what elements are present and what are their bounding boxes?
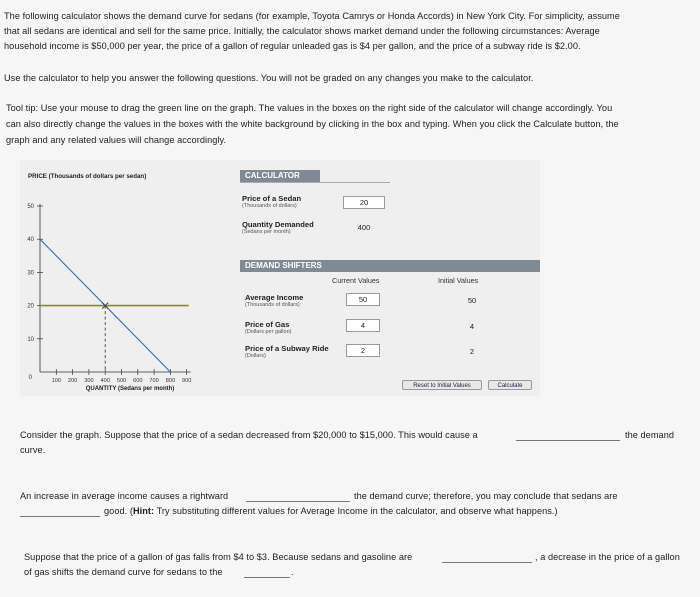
graph-marks bbox=[40, 239, 189, 372]
demand-graph[interactable] bbox=[0, 160, 240, 396]
tooltip-line-2: can also directly change the values in the boxes with the white background by clicking in the box and typing. When you click the Calculate button, the bbox=[6, 119, 619, 129]
intro-line-2: that all sedans are identical and sell for the same price. Initially, the calculator shows market demand under the following circumstances: Average bbox=[4, 26, 600, 36]
price-of-gas-unit: (Dollars per gallon) bbox=[245, 329, 292, 335]
question-1-text-2: the demand bbox=[625, 430, 675, 440]
subway-price-label bbox=[245, 344, 329, 360]
sedan-price-input[interactable]: 20 bbox=[343, 196, 385, 209]
calculator-header: CALCULATOR bbox=[240, 170, 320, 182]
question-2-text-2: the demand curve; therefore, you may conclude that sedans are bbox=[354, 491, 618, 501]
subway-price-unit: (Dollars) bbox=[245, 353, 266, 359]
x-tick-label-500: 500 bbox=[116, 378, 127, 384]
question-1-blank[interactable] bbox=[516, 440, 620, 441]
x-tick-label-700: 700 bbox=[149, 378, 159, 384]
instruction-text: Use the calculator to help you answer the following questions. You will not be graded on any changes you make to the calculator. bbox=[4, 73, 534, 83]
y-tick-label-40: 40 bbox=[27, 237, 34, 244]
question-2-text: An increase in average income causes a rightward bbox=[20, 491, 229, 501]
x-tick-label-100: 100 bbox=[51, 378, 61, 384]
reset-initial-values-button[interactable]: Reset to Initial Values bbox=[402, 380, 482, 390]
subway-price-initial: 2 bbox=[469, 347, 475, 356]
intro-line-1: The following calculator shows the demand curve for sedans (for example, Toyota Camrys or Honda Accords) in New York City. For simplicity, assume bbox=[4, 11, 620, 21]
demand-shifters-header: DEMAND SHIFTERS bbox=[240, 260, 540, 272]
demand-calculator bbox=[0, 160, 700, 420]
subway-price-input[interactable]: 2 bbox=[346, 344, 380, 357]
average-income-initial: 50 bbox=[467, 296, 477, 305]
question-2-blank-2[interactable] bbox=[20, 516, 100, 517]
x-tick-label-400: 400 bbox=[100, 378, 110, 384]
question-2-text-3 bbox=[104, 503, 558, 519]
question-1-text-3: curve. bbox=[20, 445, 46, 455]
question-3-period: . bbox=[291, 567, 294, 577]
sedan-price-label-text: Price of a Sedan bbox=[242, 194, 302, 203]
y-tick-label-50: 50 bbox=[27, 204, 34, 210]
y-tick-label-10: 10 bbox=[27, 336, 34, 343]
quantity-demanded-label-text: Quantity Demanded bbox=[242, 220, 314, 229]
price-of-gas-input[interactable]: 4 bbox=[346, 319, 380, 332]
calculate-button[interactable]: Calculate bbox=[488, 380, 532, 390]
price-of-gas-label-text: Price of Gas bbox=[245, 320, 290, 329]
x-tick-label-900: 900 bbox=[182, 378, 192, 384]
x-axis-label: QUANTITY (Sedans per month) bbox=[85, 386, 175, 392]
question-1-text: Consider the graph. Suppose that the price of a sedan decreased from $20,000 to $15,000. This would cause a bbox=[20, 430, 478, 440]
average-income-unit: (Thousands of dollars) bbox=[245, 302, 300, 308]
sedan-price-label bbox=[242, 194, 301, 210]
question-3-text: Suppose that the price of a gallon of gas falls from $4 to $3. Because sedans and gasoline are bbox=[24, 552, 413, 562]
question-3-blank-1[interactable] bbox=[442, 562, 532, 563]
graph-axes bbox=[40, 204, 191, 372]
average-income-label-text: Average Income bbox=[245, 293, 304, 302]
question-3-text-3: of gas shifts the demand curve for sedans to the bbox=[24, 567, 223, 577]
q2-hint-label: Hint: bbox=[132, 506, 155, 516]
quantity-demanded-value: 400 bbox=[357, 223, 371, 232]
x-tick-label-300: 300 bbox=[84, 378, 94, 384]
current-values-heading: Current Values bbox=[332, 276, 380, 285]
q2-hint-text: Try substituting different values for Average Income in the calculator, and observe what happens.) bbox=[154, 506, 558, 516]
x-tick-label-600: 600 bbox=[133, 378, 143, 384]
calculator-divider bbox=[240, 182, 390, 183]
y-tick-label-30: 30 bbox=[27, 270, 34, 277]
y-tick-label-0: 0 bbox=[28, 375, 32, 381]
question-2-blank-1[interactable] bbox=[246, 501, 350, 502]
intro-line-3: household income is $50,000 per year, the price of a gallon of regular unleaded gas is $4 per gallon, and the price of a subway ride is $2.00. bbox=[4, 41, 581, 51]
x-tick-label-200: 200 bbox=[67, 378, 78, 384]
question-3-blank-2[interactable] bbox=[244, 577, 290, 578]
tooltip-line-1: Tool tip: Use your mouse to drag the green line on the graph. The values in the boxes on the right side of the calculator will change accordingly. You bbox=[6, 103, 613, 113]
question-3-text-2: , a decrease in the price of a gallon bbox=[535, 552, 680, 562]
x-tick-label-800: 800 bbox=[165, 378, 176, 384]
average-income-label bbox=[245, 293, 303, 309]
initial-values-heading: Initial Values bbox=[438, 276, 479, 285]
average-income-input[interactable]: 50 bbox=[346, 293, 380, 306]
subway-price-label-text: Price of a Subway Ride bbox=[245, 344, 329, 353]
y-axis-label: PRICE (Thousands of dollars per sedan) bbox=[28, 173, 147, 180]
tooltip-line-3: graph and any related values will change accordingly. bbox=[6, 135, 227, 145]
graph-ticks bbox=[27, 204, 191, 384]
y-tick-label-20: 20 bbox=[27, 303, 34, 310]
quantity-demanded-label bbox=[242, 220, 314, 236]
q2-good-text: good. ( bbox=[104, 506, 133, 516]
quantity-demanded-unit: (Sedans per month) bbox=[242, 229, 291, 235]
sedan-price-unit: (Thousands of dollars) bbox=[242, 203, 297, 209]
price-of-gas-label bbox=[245, 320, 291, 336]
price-of-gas-initial: 4 bbox=[469, 322, 475, 331]
